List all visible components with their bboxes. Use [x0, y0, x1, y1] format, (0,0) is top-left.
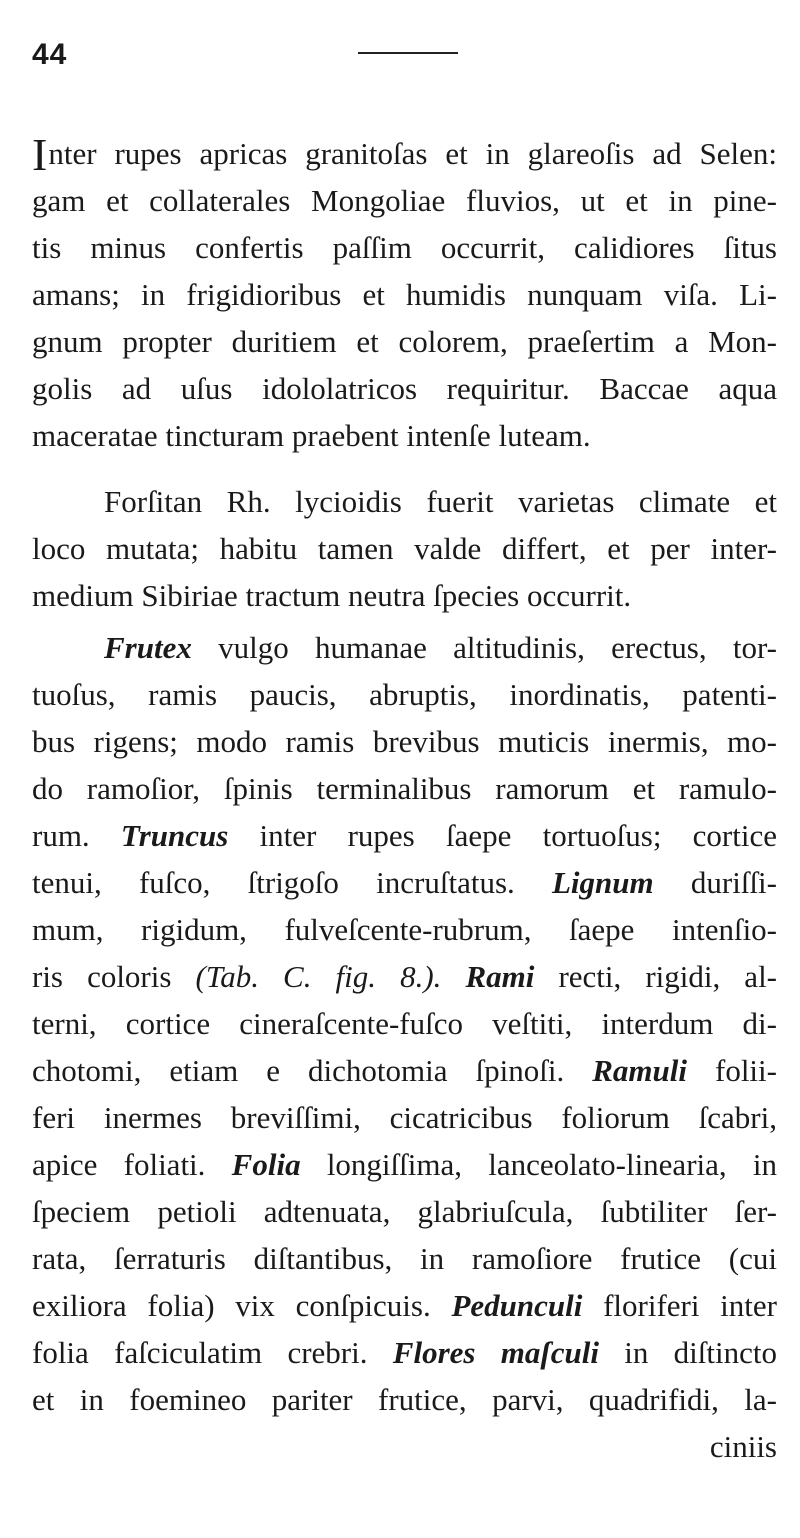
term-pedunculi: Pedunculi [451, 1288, 583, 1323]
text-line: et in foemineo pariter frutice, parvi, quadrifidi, la- [32, 1382, 777, 1417]
term-folia: Folia [231, 1147, 301, 1182]
text-line: apice foliati. Folia longiſſima, lanceolato-linearia, in [32, 1147, 777, 1182]
text-line: bus rigens; modo ramis brevibus muticis inermis, mo- [32, 724, 777, 759]
text-line: tuoſus, ramis paucis, abruptis, inordinatis, patenti- [32, 677, 777, 712]
text-line: Inter rupes apricas granitoſas et in glareoſis ad Selen: [32, 129, 777, 180]
text-line: folia faſciculatim crebri. Flores maſculi in diſtincto [32, 1335, 778, 1370]
term-lignum: Lignum [552, 865, 654, 900]
catchword: ciniis [709, 1429, 777, 1464]
paragraph-1 [32, 130, 777, 459]
text-line: feri inermes breviſſimi, cicatricibus foliorum ſcabri, [32, 1100, 777, 1135]
paragraph-3 [32, 624, 777, 1470]
text-line: mum, rigidum, fulveſcente-rubrum, ſaepe intenſio- [32, 912, 777, 947]
text-line: do ramoſior, ſpinis terminalibus ramorum et ramulo- [32, 771, 777, 806]
drop-cap: I [32, 129, 48, 180]
term-ramuli: Ramuli [592, 1053, 687, 1088]
text-line: tis minus confertis paſſim occurrit, calidiores ſitus [32, 230, 777, 265]
term-frutex: Frutex [104, 630, 192, 665]
text-line: medium Sibiriae tractum neutra ſpecies occurrit. [32, 578, 632, 613]
text-line: gnum propter duritiem et colorem, praeſertim a Mon- [32, 324, 777, 359]
text-line: Frutex vulgo humanae altitudinis, erectus, tor- [104, 630, 777, 665]
text-line: rata, ſerraturis diſtantibus, in ramoſiore frutice (cui [32, 1241, 777, 1276]
text-line: maceratae tincturam praebent intenſe luteam. [32, 418, 591, 453]
figure-reference: (Tab. C. fig. 8.). [195, 959, 442, 994]
text-line: chotomi, etiam e dichotomia ſpinoſi. Ramuli folii- [32, 1053, 777, 1088]
term-flores-masculi: Flores maſculi [392, 1335, 599, 1370]
header-rule [358, 52, 458, 54]
paragraph-2 [32, 478, 777, 619]
text-line: amans; in frigidioribus et humidis nunquam viſa. Li- [32, 277, 777, 312]
text-line: exiliora folia) vix conſpicuis. Pedunculi floriferi inter [32, 1288, 777, 1323]
term-rami: Rami [465, 959, 535, 994]
page-number: 44 [32, 38, 68, 71]
text-line: ris coloris (Tab. C. fig. 8.). Rami recti, rigidi, al- [32, 959, 778, 994]
text-line: ſpeciem petioli adtenuata, glabriuſcula, ſubtiliter ſer- [32, 1194, 777, 1229]
text-line: Forſitan Rh. lycioidis fuerit varietas climate et [104, 484, 777, 519]
text-line: golis ad uſus idololatricos requiritur. Baccae aqua [32, 371, 777, 406]
text-line: gam et collaterales Mongoliae fluvios, ut et in pine- [32, 183, 777, 218]
text-line: rum. Truncus inter rupes ſaepe tortuoſus; cortice [32, 818, 777, 853]
text-line: loco mutata; habitu tamen valde differt, et per inter- [32, 531, 777, 566]
term-truncus: Truncus [120, 818, 229, 853]
text-line: terni, cortice cineraſcente-fuſco veſtiti, interdum di- [32, 1006, 777, 1041]
text-line: tenui, fuſco, ſtrigoſo incruſtatus. Lignum duriſſi- [32, 865, 777, 900]
